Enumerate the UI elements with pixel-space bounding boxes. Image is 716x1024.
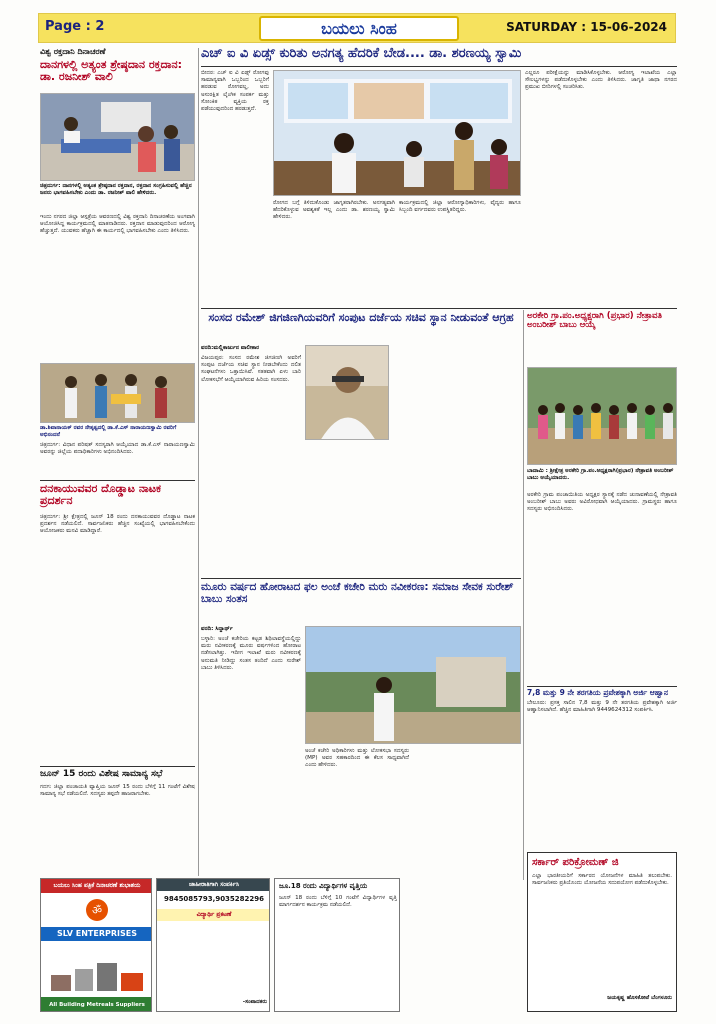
drama-headline: ದನಕಾಯುವವರ ದೊಡ್ಡಾಟ ನಾಟಕ ಪ್ರದರ್ಶನ: [40, 482, 161, 508]
lower-headline: ಮೂರು ವರ್ಷದ ಹೋರಾಟದ ಫಲ ಅಂಚೆ ಕಚೇರಿ ಮರು ನವೀಕರಣ: ಸಮಾಜ ಸೇವಕ ಸುರೇಶ್ ಬಾಬು ಸಂತಸ: [201, 581, 514, 605]
divider: [201, 66, 677, 67]
column-rule: [523, 310, 524, 880]
masthead-title: ಬಯಲು ಸಿಂಹ: [259, 16, 459, 41]
sarkar-body: ಎಲ್ಲಾ ಭಾರತೀಯರಿಗೆ ಸರ್ಕಾರದ ಯೋಜನೆಗಳ ಮಾಹಿತಿ ತಲುಪಬೇಕು. ಸಾರ್ವಜನಿಕರು ಪ್ರತಿಯೊಂದು ಯೋಜನೆಯ ಸದುಪಯೋಗ ಪಡೆದುಕೊಳ್ಳಬೇಕು.: [532, 873, 672, 887]
jahirat-phone: 9845085793,9035282296: [163, 895, 265, 903]
right-caption: ಬಾದಾಮಿ : ಶ್ರೀಕ್ಷೇತ್ರ ಅರಕೇರಿ ಗ್ರಾ.ಪಂ.ಅಧ್ಯಕ್ಷರಾಗಿ(ಪ್ರಭಾರ) ನೇತ್ರಾವತಿ ಅಂಬರೀಶ್ ಬಾಬು ಆಯ್ಕೆಯಾದರು.: [527, 468, 674, 481]
post-office-photo: [305, 626, 521, 744]
jahirat-box: [156, 878, 270, 1012]
jahirat-title: ಜಾಹೀರಾತಿಗಾಗಿ ಸಂಪರ್ಕಿಸಿ: [157, 879, 270, 891]
left-headline: ದಾನಗಳಲ್ಲಿ ಅತ್ಯಂತ ಶ್ರೇಷ್ಠದಾನ ರಕ್ತದಾನ: ಡಾ. ರಜನೀಶ್ ವಾಲಿ: [40, 58, 183, 84]
slv-name: SLV ENTERPRISES: [41, 927, 152, 941]
mid-body: ವಿಜಯಪುರ: ಸಂಸದ ರಮೇಶ ಜಿಗಜಿಣಗಿ ಅವರಿಗೆ ಸಂಪುಟ ದರ್ಜೆಯ ಸಚಿವ ಸ್ಥಾನ ನೀಡಬೇಕೆಂದು ದಲಿತ ಸಂಘಟನೆಗಳು ಒತ್ತಾಯಿಸಿವೆ. ಸತತವಾಗಿ ಏಳು ಬಾರಿ ಲೋಕಸಭೆಗೆ ಆಯ್ಕೆಯಾಗಿರುವ ಹಿರಿಯ ಸಂಸದರು.: [201, 355, 301, 383]
lower-body-4: [404, 878, 522, 1012]
blood-donation-photo: [40, 93, 195, 181]
sarkar-box: [527, 852, 677, 1012]
felicitation-body: ಚಿತ್ರದುರ್ಗ: ವಿಧಾನ ಪರಿಷತ್ ಸದಸ್ಯರಾಗಿ ಆಯ್ಕೆಯಾದ ಡಾ.ಕೆ.ಎಸ್ ನಾರಾಯಣಸ್ವಾಮಿ ಅವರನ್ನು ಜಿಲ್ಲೆಯ ಪದಾಧಿಕಾರಿಗಳು ಅಭಿನಂದಿಸಿದರು.: [40, 442, 195, 456]
slv-ad: [40, 878, 152, 1012]
gram-panchayat-photo: [527, 367, 677, 465]
mid-body-3: [393, 345, 521, 575]
drama-body: ಚಿತ್ರದುರ್ಗ: ಶ್ರೀ ಕ್ಷೇತ್ರದಲ್ಲಿ ಜೂನ್ 18 ರಂದು ದನಕಾಯುವವರ ದೊಡ್ಡಾಟ ನಾಟಕ ಪ್ರದರ್ಶನ ನಡೆಯಲಿದೆ. ಸಾರ್ವಜನಿಕರು ಹೆಚ್ಚಿನ ಸಂಖ್ಯೆಯಲ್ಲಿ ಭಾಗವಹಿಸಬೇಕೆಂದು ಆಯೋಜಕರು ಮನವಿ ಮಾಡಿದ್ದಾರೆ.: [40, 514, 195, 535]
divider: [527, 686, 677, 687]
issue-date: SATURDAY : 15-06-2024: [506, 20, 667, 34]
slv-sub: All Building Metreals Suppliers: [41, 997, 152, 1012]
sarkar-sign: ಜಯಕೃಷ್ಣ ಹೊಸಕೋಟೆ ಬೆಂಗಳೂರು: [607, 995, 672, 1001]
divider: [201, 308, 677, 309]
mid-byline: ವರದಿ:ಮಲ್ಲಿಕಾರ್ಜುನ ವಾಲೀಕಾರ: [201, 345, 260, 351]
mp-portrait: [305, 345, 389, 440]
top-headline: ಎಚ್ ಐ ವಿ ಏಡ್ಸ್ ಕುರಿತು ಅನಗತ್ಯ ಹೆದರಿಕೆ ಬೇಡ.... ಡಾ. ಶರಣಯ್ಯ ಸ್ವಾಮಿ: [201, 46, 522, 61]
building-materials-icon: [47, 945, 147, 995]
divider: [40, 766, 195, 767]
school-notice: [274, 878, 400, 1012]
slv-ad-top: ಬಯಲು ಸಿಂಹ ಪತ್ರಿಕೆ ದಿನಾಚರಣೆ ಶುಭಾಶಯ: [41, 879, 152, 893]
left-kicker: ವಿಶ್ವ ರಕ್ತದಾನಿ ದಿನಾಚರಣೆ: [40, 47, 106, 56]
sarkar-headline: ಸರ್ಕಾರ್ ಪರಿಕ್ರೋಮಣ್ ಜಿ: [532, 857, 619, 868]
top-body-c: ಕಾರ್ಯಕ್ರಮದಲ್ಲಿ ಜಿಲ್ಲಾ ಆರೋಗ್ಯಾಧಿಕಾರಿಗಳು, ವೈದ್ಯರು ಹಾಗೂ ಸಿಬ್ಬಂದಿ ವರ್ಗದವರು ಉಪಸ್ಥಿತರಿದ್ದರು.: [399, 200, 521, 214]
felicitation-caption: ಡಾ.ಶಿವಾನಾಯಕ್ ರವರ ನೇತೃತ್ವದಲ್ಲಿ ಡಾ.ಕೆ.ಎಸ್ ನಾರಾಯಣಸ್ವಾಮಿ ರವರಿಗೆ ಅಭಿನಂದನೆ: [40, 425, 177, 438]
jahirat-sign: -ಸಂಪಾದಕರು: [242, 999, 267, 1005]
school-body: ಜೂನ್ 18 ರಂದು ಬೆಳಿಗ್ಗೆ 10 ಗಂಟೆಗೆ ವಿದ್ಯಾರ್ಥಿಗಳ ವೃತ್ತಿ ಮಾರ್ಗದರ್ಶನ ಕಾರ್ಯಕ್ರಮ ನಡೆಯಲಿದೆ.: [279, 895, 397, 909]
top-body-right: ಎಲ್ಲರೂ ಪರೀಕ್ಷೆಯನ್ನು ಮಾಡಿಸಿಕೊಳ್ಳಬೇಕು. ಆರೋಗ್ಯ ಇಲಾಖೆಯ ಎಲ್ಲಾ ಸೌಲಭ್ಯಗಳನ್ನು ಪಡೆದುಕೊಳ್ಳಬೇಕು ಎಂದು ತಿಳಿಸಿದರು. ಜಾಗೃತಿ ಜಾಥಾ ನಗರದ ಪ್ರಮುಖ ಬೀದಿಗಳಲ್ಲಿ ಸಂಚರಿಸಿತು.: [525, 70, 677, 91]
top-body-b: ರೋಗದ ಬಗ್ಗೆ ತಿಳಿದುಕೊಂಡು ಜಾಗೃತರಾಗಿರಬೇಕು. ಅನಗತ್ಯವಾಗಿ ಹೆದರಿಕೊಳ್ಳುವ ಅವಶ್ಯಕತೆ ಇಲ್ಲ ಎಂದು ಡಾ. ಶರಣಯ್ಯ ಸ್ವಾಮಿ ಹೇಳಿದರು.: [273, 200, 395, 221]
meeting-body: ಗದಗ: ಜಿಲ್ಲಾ ಪಂಚಾಯತಿ ವ್ಯಾಪ್ತಿಯ ಜೂನ್ 15 ರಂದು ಬೆಳಿಗ್ಗೆ 11 ಗಂಟೆಗೆ ವಿಶೇಷ ಸಾಮಾನ್ಯ ಸಭೆ ನಡೆಯಲಿದೆ. ಸದಸ್ಯರು ತಪ್ಪದೇ ಹಾಜರಾಗಬೇಕು.: [40, 784, 195, 798]
admission-headline: 7,8 ಮತ್ತು 9 ನೇ ತರಗತಿಯ ಪ್ರವೇಶಕ್ಕಾಗಿ ಅರ್ಜಿ ಆಹ್ವಾನ: [527, 688, 669, 697]
lower-byline: ವರದಿ: ಸಿದ್ದಾರ್ಥ್: [201, 626, 233, 632]
column-rule: [198, 48, 199, 876]
masthead: [38, 13, 676, 43]
admission-body: ಬೇಲೂರು: ಪ್ರಸಕ್ತ ಸಾಲಿನ 7,8 ಮತ್ತು 9 ನೇ ತರಗತಿಯ ಪ್ರವೇಶಕ್ಕಾಗಿ ಅರ್ಜಿ ಆಹ್ವಾನಿಸಲಾಗಿದೆ. ಹೆಚ್ಚಿನ ಮಾಹಿತಿಗಾಗಿ 9449624312 ಸಂಪರ್ಕಿಸಿ.: [527, 700, 677, 714]
right-body: ಅರಕೇರಿ ಗ್ರಾಮ ಪಂಚಾಯಿತಿಯ ಅಧ್ಯಕ್ಷರ ಸ್ಥಾನಕ್ಕೆ ನಡೆದ ಚುನಾವಣೆಯಲ್ಲಿ ನೇತ್ರಾವತಿ ಅಂಬರೀಶ್ ಬಾಬು ಅವರು ಅವಿರೋಧವಾಗಿ ಆಯ್ಕೆಯಾದರು. ಗ್ರಾಮಸ್ಥರು ಹಾಗೂ ಸದಸ್ಯರು ಅಭಿನಂದಿಸಿದರು.: [527, 492, 677, 513]
lower-body-3: [413, 748, 521, 871]
left-photo-caption: ಚಿತ್ರದುರ್ಗ: ದಾನಗಳಲ್ಲಿ ಅತ್ಯಂತ ಶ್ರೇಷ್ಠದಾನ ರಕ್ತದಾನ, ರಕ್ತದಾನ ಸಂಗ್ರಹಿಸುವಲ್ಲಿ ಹೆಚ್ಚಿನ ಜನರು ಭಾಗವಹಿಸಬೇಕು ಎಂದು ಡಾ. ರಜನೀಶ್ ವಾಲಿ ಹೇಳಿದರು.: [40, 183, 192, 196]
lower-body: ಬಳ್ಳಾರಿ: ಅಂಚೆ ಕಚೇರಿಯ ಕಟ್ಟಡ ಶಿಥಿಲಾವಸ್ಥೆಯಲ್ಲಿದ್ದು ಮರು ನವೀಕರಣಕ್ಕೆ ಮೂರು ವರ್ಷಗಳಿಂದ ಹೋರಾಟ ನಡೆಸಲಾಗಿತ್ತು. ಇದೀಗ ಇಲಾಖೆ ಮರು ನವೀಕರಣಕ್ಕೆ ಅನುಮತಿ ನೀಡಿದ್ದು ಸಂತಸ ತಂದಿದೆ ಎಂದು ಸುರೇಶ್ ಬಾಬು ತಿಳಿಸಿದರು.: [201, 636, 301, 671]
divider: [201, 578, 521, 579]
aids-awareness-photo: [273, 70, 521, 196]
om-icon: [55, 897, 139, 923]
top-body-a: ಬೀದರ: ಎಚ್ ಐ ವಿ ಏಡ್ಸ್ ರೋಗವು ಸಾಮಾನ್ಯವಾಗಿ ಒಬ್ಬರಿಂದ ಒಬ್ಬರಿಗೆ ಹರಡುವ ರೋಗವಲ್ಲ, ಅದು ಅಸುರಕ್ಷಿತ ಲೈಂಗಿಕ ಸಂಪರ್ಕ ಮತ್ತು ಸೋಂಕಿತ ವ್ಯಕ್ತಿಯ ರಕ್ತ ಪಡೆಯುವುದರಿಂದ ಹರಡುತ್ತದೆ.: [201, 70, 269, 113]
right-headline: ಅರಕೇರಿ ಗ್ರಾ.ಪಂ.ಅಧ್ಯಕ್ಷರಾಗಿ (ಪ್ರಭಾರ) ನೇತ್ರಾವತಿ ಅಂಬರೀಶ್ ಬಾಬು ಆಯ್ಕೆ: [527, 311, 662, 331]
lower-body-2: ಅಂಚೆ ಕಚೇರಿ ಅಧಿಕಾರಿಗಳು ಮತ್ತು ಲೋಕಸಭಾ ಸದಸ್ಯರು (MP) ಅವರ ಸಹಕಾರದಿಂದ ಈ ಕೆಲಸ ಸಾಧ್ಯವಾಗಿದೆ ಎಂದು ಹೇಳಿದರು.: [305, 748, 409, 769]
school-headline: ಜೂ.18 ರಂದು ವಿದ್ಯಾರ್ಥಿಗಳ ವೃತ್ತಿಯ: [279, 882, 368, 890]
mid-body-2: [305, 444, 389, 575]
vidhana-title: ವಿದ್ಯಾರ್ಥಿ ಪ್ರಕಟಣೆ: [157, 909, 270, 921]
vidhana-body: [161, 923, 267, 997]
left-body: ಇಂದು ನಗರದ ಜಿಲ್ಲಾ ಆಸ್ಪತ್ರೆಯ ಆವರಣದಲ್ಲಿ ವಿಶ್ವ ರಕ್ತದಾನಿ ದಿನಾಚರಣೆಯ ಅಂಗವಾಗಿ ಆಯೋಜಿಸಿದ್ದ ಕಾರ್ಯಕ್ರಮದಲ್ಲಿ ಮಾತನಾಡಿದರು. ರಕ್ತದಾನ ಮಾಡುವುದರಿಂದ ಆರೋಗ್ಯ ಹೆಚ್ಚುತ್ತದೆ. ಯುವಕರು ಹೆಚ್ಚಾಗಿ ಈ ಕಾರ್ಯದಲ್ಲಿ ಭಾಗವಹಿಸಬೇಕು ಎಂದು ತಿಳಿಸಿದರು.: [40, 214, 195, 235]
divider: [40, 480, 195, 481]
felicitation-photo: [40, 363, 195, 423]
svg-text:ॐ: ॐ: [91, 904, 103, 917]
page-number: Page : 2: [45, 19, 105, 34]
mid-headline: ಸಂಸದ ರಮೇಶ್ ಜಿಗಜಿಣಗಿಯವರಿಗೆ ಸಂಪುಟ ದರ್ಜೆಯ ಸಚಿವ ಸ್ಥಾನ ನೀಡುವಂತೆ ಆಗ್ರಹ: [208, 311, 514, 324]
meeting-headline: ಜೂನ್ 15 ರಂದು ವಿಶೇಷ ಸಾಮಾನ್ಯ ಸಭೆ: [40, 769, 163, 779]
